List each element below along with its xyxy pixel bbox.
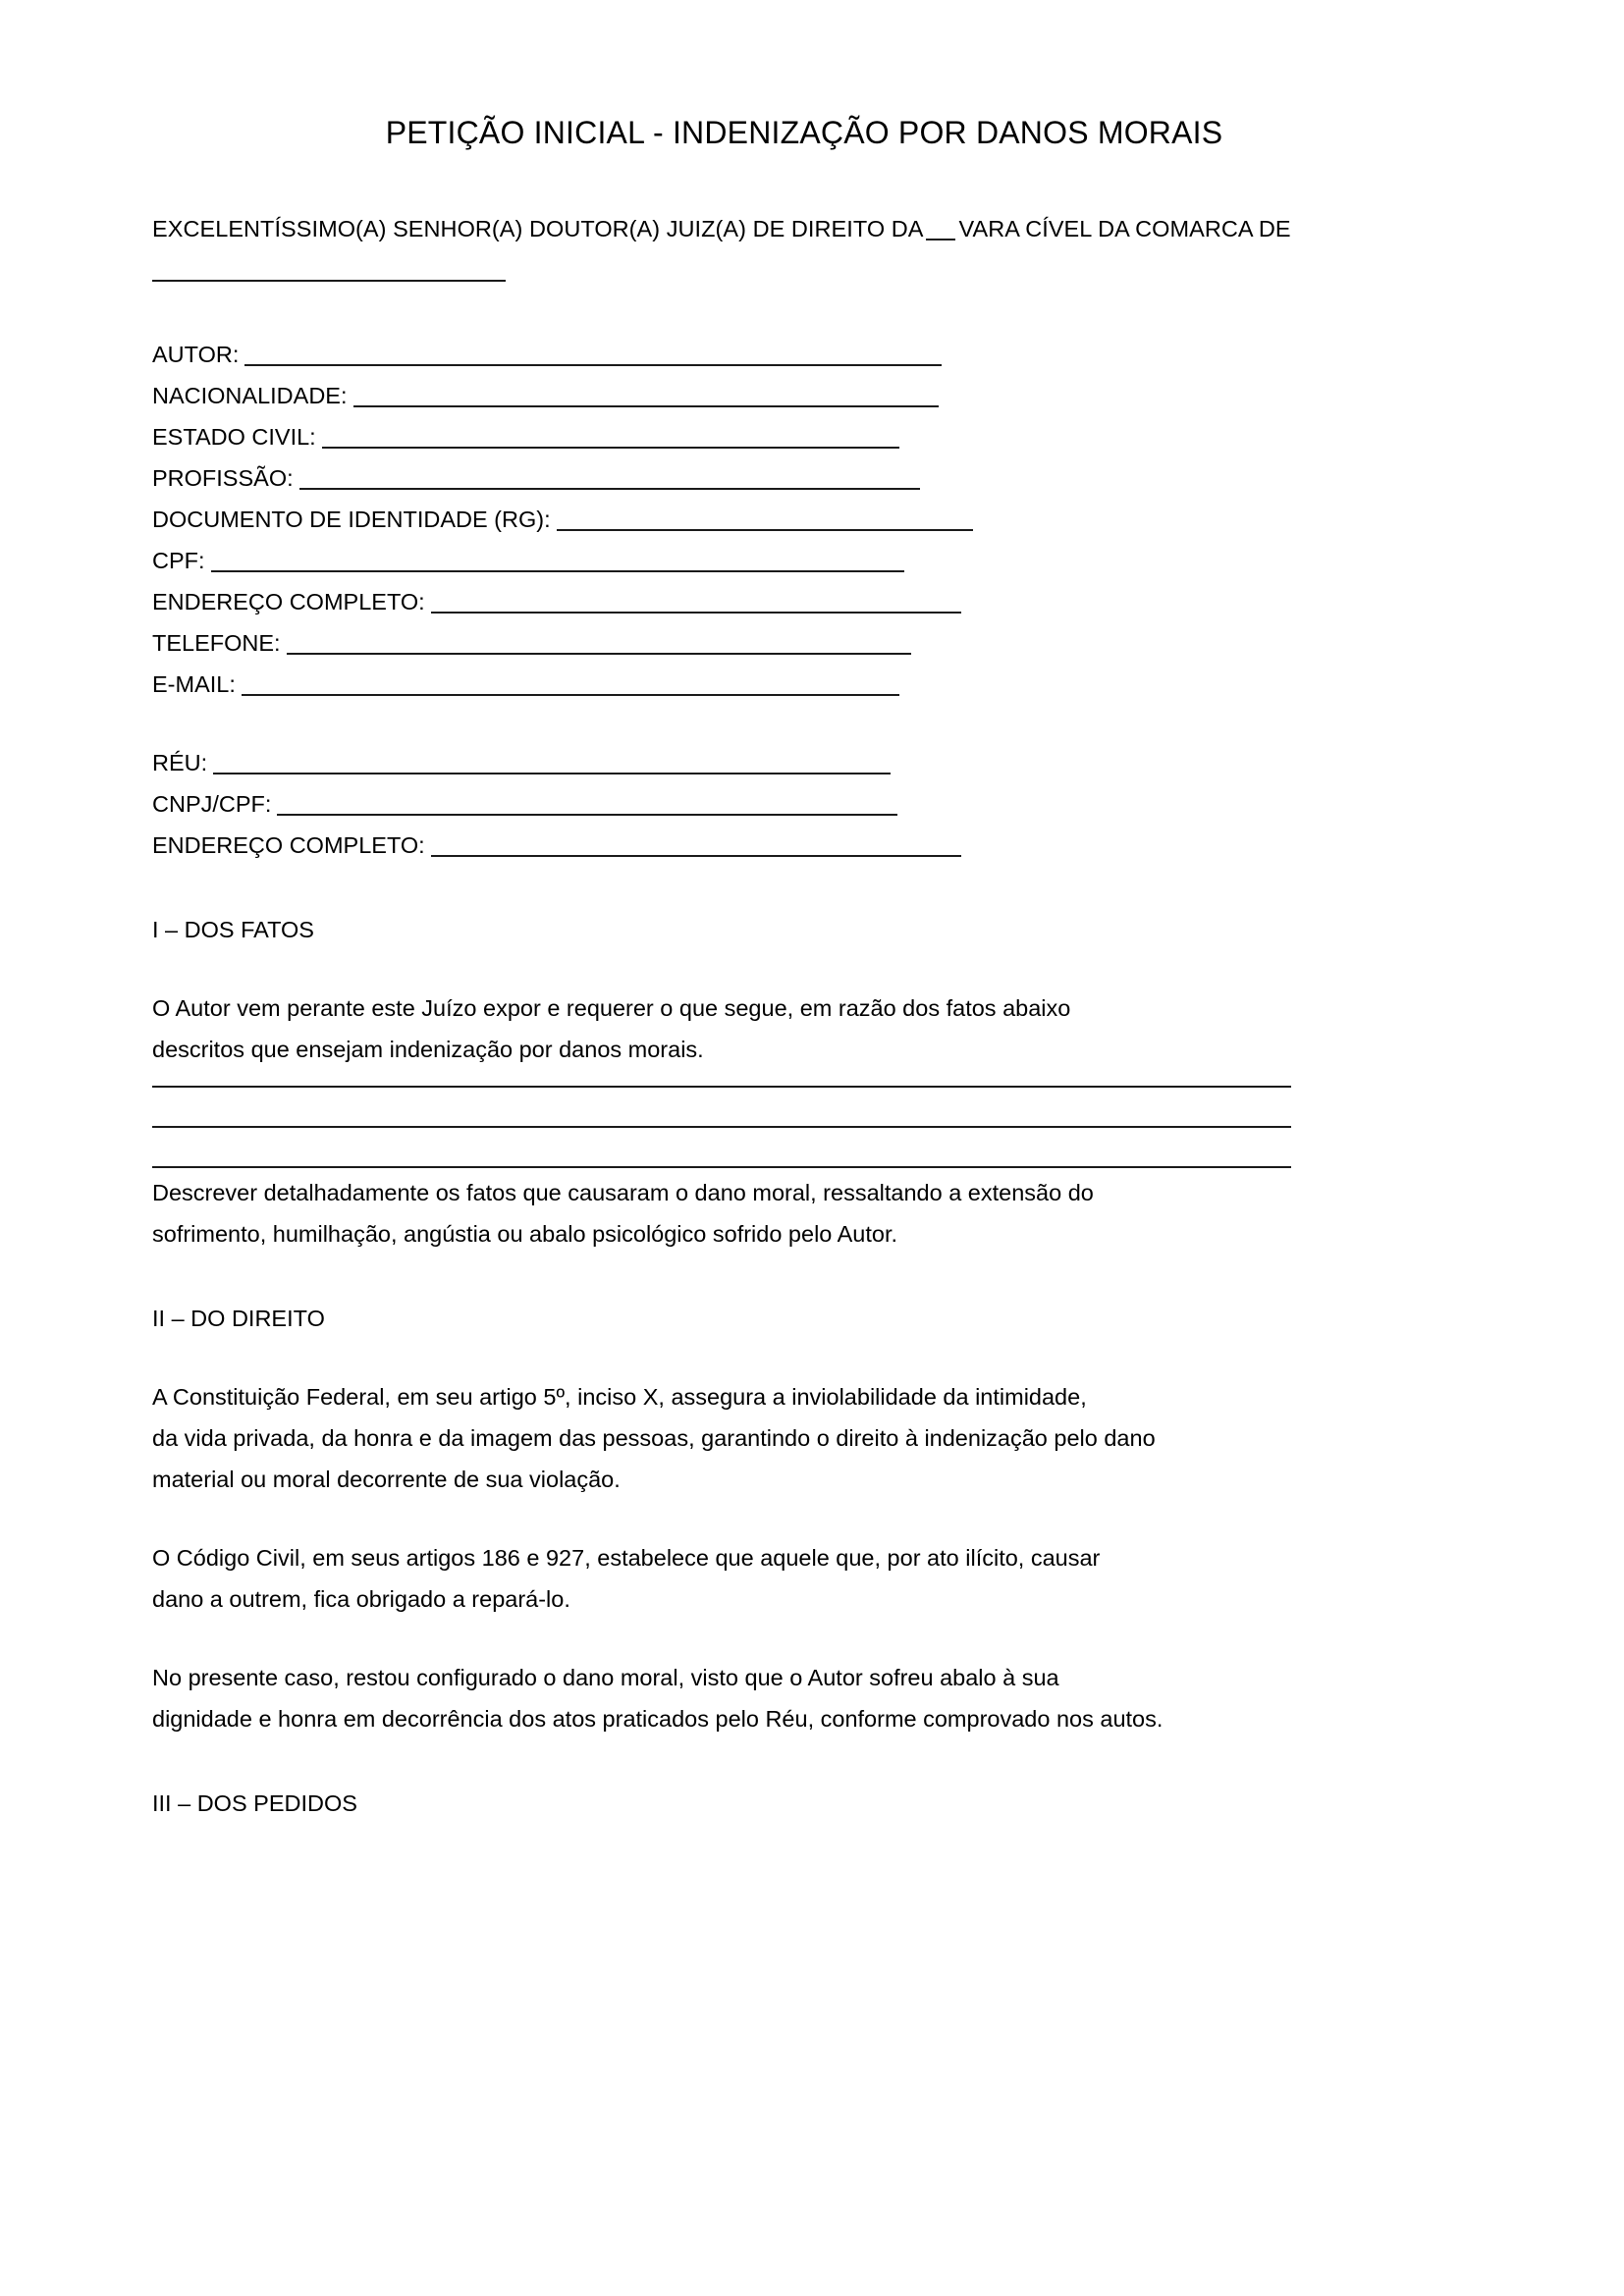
field-documento-identidade: [152, 499, 1468, 540]
addressing-line-1-part-b: VARA CÍVEL DA COMARCA DE: [958, 216, 1291, 241]
addressing-line-1-part-a: EXCELENTÍSSIMO(A) SENHOR(A) DOUTOR(A) JUIZ(A) DE DIREITO DA: [152, 216, 924, 241]
section-heading-do-direito: II – DO DIREITO: [152, 1306, 325, 1331]
page-title: PETIÇÃO INICIAL - INDENIZAÇÃO POR DANOS MORAIS: [385, 115, 1223, 150]
fatos-intro-paragraph: [152, 988, 1468, 1070]
spacer-after-addressing: [152, 291, 1468, 334]
field-telefone-input[interactable]: [287, 653, 911, 655]
field-autor-input[interactable]: [244, 364, 942, 366]
field-cpf-label: CPF:: [152, 548, 205, 573]
field-cpf-input[interactable]: [211, 570, 904, 572]
field-profissao-label: PROFISSÃO:: [152, 465, 294, 491]
field-cnpj-cpf: [152, 783, 1468, 825]
direito-p3-line-2: dignidade e honra em decorrência dos atos praticados pelo Réu, conforme comprovado nos autos.: [152, 1706, 1164, 1732]
vara-number-blank[interactable]: [926, 239, 955, 240]
fatos-fillin-rule-3[interactable]: [152, 1166, 1291, 1168]
field-autor-label: AUTOR:: [152, 342, 240, 367]
field-cnpj-cpf-input[interactable]: [277, 814, 897, 816]
field-reu: [152, 742, 1468, 783]
field-reu-input[interactable]: [213, 773, 891, 774]
fatos-instruction-line-1: Descrever detalhadamente os fatos que causaram o dano moral, ressaltando a extensão do: [152, 1180, 1094, 1205]
field-estado-civil: [152, 416, 1468, 457]
field-email-input[interactable]: [242, 694, 899, 696]
fatos-fillin-rules: [152, 1086, 1468, 1168]
field-email-label: E-MAIL:: [152, 671, 236, 697]
direito-p1-line-3: material ou moral decorrente de sua violação.: [152, 1467, 621, 1492]
field-telefone: [152, 622, 1468, 664]
spacer-before-reu: [152, 705, 1468, 742]
field-estado-civil-label: ESTADO CIVIL:: [152, 424, 316, 450]
direito-p1-line-2: da vida privada, da honra e da imagem das pessoas, garantindo o direito à indenização pelo dano: [152, 1425, 1156, 1451]
court-addressing-block: [152, 208, 1468, 291]
field-estado-civil-input[interactable]: [322, 447, 899, 449]
field-telefone-label: TELEFONE:: [152, 630, 281, 656]
field-nacionalidade: [152, 375, 1468, 416]
spacer-between-direito-p2-p3: [152, 1620, 1468, 1657]
fatos-instruction-paragraph: [152, 1172, 1468, 1255]
field-autor: [152, 334, 1468, 375]
fatos-intro-line-2: descritos que ensejam indenização por danos morais.: [152, 1037, 704, 1062]
spacer-between-direito-p1-p2: [152, 1500, 1468, 1537]
direito-paragraph-1: [152, 1376, 1468, 1500]
author-fields-group: [152, 334, 1468, 705]
spacer-before-pedidos: [152, 1739, 1468, 1783]
fatos-fillin-rule-1[interactable]: [152, 1086, 1291, 1088]
spacer-before-direito: [152, 1255, 1468, 1298]
fatos-fillin-rule-2[interactable]: [152, 1126, 1291, 1128]
addressing-line-1: [152, 208, 1468, 249]
field-endereco-completo-reu-input[interactable]: [431, 855, 961, 857]
field-endereco-completo-reu-label: ENDEREÇO COMPLETO:: [152, 832, 425, 858]
field-endereco-completo-reu: [152, 825, 1468, 866]
spacer-before-fatos: [152, 866, 1468, 909]
defendant-fields-group: [152, 742, 1468, 866]
spacer-after-fatos-heading: [152, 950, 1468, 988]
direito-paragraph-3: [152, 1657, 1468, 1739]
field-email: [152, 664, 1468, 705]
direito-p3-line-1: No presente caso, restou configurado o dano moral, visto que o Autor sofreu abalo à sua: [152, 1665, 1059, 1690]
field-cnpj-cpf-label: CNPJ/CPF:: [152, 791, 272, 817]
direito-p2-line-1: O Código Civil, em seus artigos 186 e 927, estabelece que aquele que, por ato ilícito, causar: [152, 1545, 1101, 1571]
field-nacionalidade-label: NACIONALIDADE:: [152, 383, 348, 408]
document-content: [152, 0, 1468, 1824]
field-documento-identidade-label: DOCUMENTO DE IDENTIDADE (RG):: [152, 507, 551, 532]
field-endereco-completo-autor-label: ENDEREÇO COMPLETO:: [152, 589, 425, 614]
fatos-intro-line-1: O Autor vem perante este Juízo expor e requerer o que segue, em razão dos fatos abaixo: [152, 995, 1071, 1021]
field-endereco-completo-autor-input[interactable]: [431, 612, 961, 614]
direito-p2-line-2: dano a outrem, fica obrigado a repará-lo.: [152, 1586, 570, 1612]
comarca-name-blank[interactable]: [152, 280, 506, 282]
field-documento-identidade-input[interactable]: [557, 529, 973, 531]
field-cpf: [152, 540, 1468, 581]
section-heading-dos-pedidos: III – DOS PEDIDOS: [152, 1790, 357, 1816]
addressing-line-2: [152, 249, 1468, 291]
spacer-after-direito-heading: [152, 1339, 1468, 1376]
field-profissao-input[interactable]: [299, 488, 920, 490]
direito-p1-line-1: A Constituição Federal, em seu artigo 5º, inciso X, assegura a inviolabilidade da intimidade,: [152, 1384, 1087, 1410]
direito-paragraph-2: [152, 1537, 1468, 1620]
field-endereco-completo-autor: [152, 581, 1468, 622]
field-profissao: [152, 457, 1468, 499]
section-heading-dos-fatos: I – DOS FATOS: [152, 917, 314, 942]
fatos-instruction-line-2: sofrimento, humilhação, angústia ou abalo psicológico sofrido pelo Autor.: [152, 1221, 897, 1247]
field-nacionalidade-input[interactable]: [353, 405, 939, 407]
field-reu-label: RÉU:: [152, 750, 208, 775]
